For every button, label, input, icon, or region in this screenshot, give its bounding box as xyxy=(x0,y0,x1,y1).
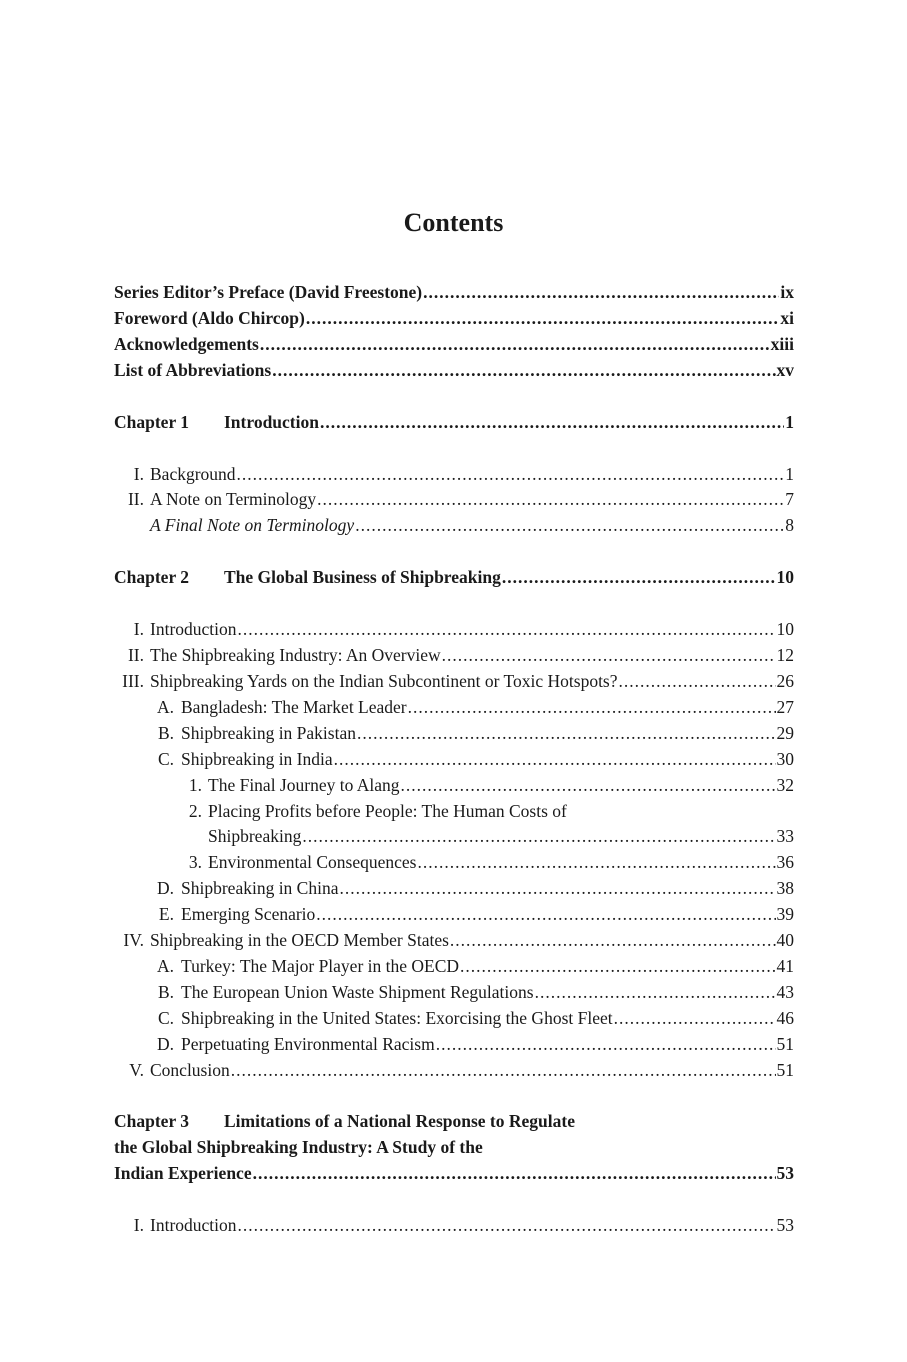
toc-entry-text: Acknowledgements xyxy=(114,333,259,354)
toc-chapter-2[interactable] xyxy=(114,565,794,591)
toc-entry-text: List of Abbreviations xyxy=(114,359,272,380)
toc-entry-text: The Final Journey to Alang xyxy=(208,774,400,795)
toc-entry[interactable] xyxy=(114,850,794,876)
toc-entry[interactable] xyxy=(114,747,794,773)
toc-entry-number: 1. xyxy=(188,774,202,795)
toc-entry[interactable] xyxy=(114,643,794,669)
dot-leader xyxy=(535,980,776,1006)
toc-entry-text: Emerging Scenario xyxy=(181,904,316,925)
toc-entry[interactable] xyxy=(114,876,794,902)
toc-entry-number: II. xyxy=(127,645,144,666)
toc-entry-text: Bangladesh: The Market Leader xyxy=(181,696,407,717)
toc-entry-text: The Shipbreaking Industry: An Overview xyxy=(150,645,441,666)
dot-leader xyxy=(401,773,776,799)
toc-entry-text: The European Union Waste Shipment Regulations xyxy=(181,981,534,1002)
toc-entry-number: E. xyxy=(158,904,174,925)
toc-entry-number: D. xyxy=(156,878,174,899)
toc-entry-number: D. xyxy=(156,1033,174,1054)
toc-page-number: 29 xyxy=(776,722,794,743)
toc-entry[interactable] xyxy=(114,669,794,695)
toc-entry-text: Turkey: The Major Player in the OECD xyxy=(181,955,460,976)
toc-entry[interactable] xyxy=(114,617,794,643)
toc-page-number: 38 xyxy=(776,878,794,899)
dot-leader xyxy=(260,332,770,358)
dot-leader xyxy=(334,747,776,773)
dot-leader xyxy=(320,410,784,436)
toc-entry-text: A Final Note on Terminology xyxy=(150,515,355,536)
toc-entry-acknowledgements[interactable] xyxy=(114,332,794,358)
chapter-number: Chapter 2 xyxy=(114,567,190,588)
toc-entry-number: IV. xyxy=(123,930,144,951)
toc-entry-number: C. xyxy=(157,748,174,769)
dot-leader xyxy=(302,824,775,850)
dot-leader xyxy=(339,876,775,902)
toc-entry-text: Placing Profits before People: The Human Costs of xyxy=(208,800,567,821)
toc-page-number: 7 xyxy=(785,489,794,510)
toc-page-number: 8 xyxy=(785,515,794,536)
toc-entry-text: Shipbreaking Yards on the Indian Subcontinent or Toxic Hotspots? xyxy=(150,670,618,691)
toc-entry[interactable] xyxy=(114,799,794,825)
toc-entry-number: A. xyxy=(156,696,174,717)
toc-page-number: 53 xyxy=(776,1163,794,1184)
toc-page-number: xi xyxy=(780,307,794,328)
dot-leader xyxy=(619,669,776,695)
toc-page-number: 51 xyxy=(776,1059,794,1080)
toc-page-number: 32 xyxy=(776,774,794,795)
toc-entry-text: Perpetuating Environmental Racism xyxy=(181,1033,435,1054)
toc-entry[interactable] xyxy=(114,695,794,721)
toc-entry-number: 3. xyxy=(188,852,202,873)
page-title: Contents xyxy=(403,208,504,237)
toc-entry-text: Foreword (Aldo Chircop) xyxy=(114,307,305,328)
toc-page-number: 46 xyxy=(776,1007,794,1028)
toc-entry-number: I. xyxy=(133,463,144,484)
toc-page-number: 10 xyxy=(776,619,794,640)
dot-leader xyxy=(272,358,775,384)
toc-entry-number: A. xyxy=(156,955,174,976)
toc-entry-text: Shipbreaking in Pakistan xyxy=(181,722,356,743)
toc-entry[interactable] xyxy=(114,928,794,954)
dot-leader xyxy=(316,902,775,928)
toc-entry-text: Shipbreaking xyxy=(208,826,302,847)
dot-leader xyxy=(423,280,779,306)
toc-entry[interactable] xyxy=(114,487,794,513)
toc-entry-text: Introduction xyxy=(150,619,237,640)
toc-entry[interactable] xyxy=(114,721,794,747)
toc-entry-text: Background xyxy=(150,463,236,484)
toc-entry-text: Shipbreaking in China xyxy=(181,878,339,899)
toc-entry[interactable] xyxy=(114,902,794,928)
dot-leader xyxy=(442,643,776,669)
toc-entry-text: Environmental Consequences xyxy=(208,852,417,873)
toc-entry-number: I. xyxy=(133,1215,144,1236)
toc-entry[interactable] xyxy=(114,980,794,1006)
dot-leader xyxy=(614,1006,776,1032)
toc-page-number: 27 xyxy=(776,696,794,717)
chapter-title-line: the Global Shipbreaking Industry: A Study of the xyxy=(114,1137,483,1158)
toc-chapter-3[interactable] xyxy=(114,1109,794,1187)
toc-page-number: 39 xyxy=(776,904,794,925)
toc-entry-number: B. xyxy=(157,981,174,1002)
toc-chapter-1[interactable] xyxy=(114,410,794,436)
toc-page-number: 41 xyxy=(776,955,794,976)
dot-leader xyxy=(355,513,784,539)
dot-leader xyxy=(238,617,776,643)
toc-page-number: 33 xyxy=(776,826,794,847)
toc-entry-continuation[interactable] xyxy=(114,824,794,850)
toc-entry[interactable] xyxy=(114,1032,794,1058)
chapter-number: Chapter 3 xyxy=(114,1111,190,1132)
toc-entry-number: V. xyxy=(129,1059,144,1080)
toc-entry[interactable] xyxy=(114,1006,794,1032)
dot-leader xyxy=(436,1032,776,1058)
toc-page-number: 26 xyxy=(776,670,794,691)
toc-page-number: 53 xyxy=(776,1215,794,1236)
dot-leader xyxy=(408,695,776,721)
toc-entry-number: II. xyxy=(127,489,144,510)
toc-entry-foreword[interactable] xyxy=(114,306,794,332)
toc-entry-text: Shipbreaking in India xyxy=(181,748,333,769)
toc-entry-number: I. xyxy=(133,619,144,640)
toc-entry-number: B. xyxy=(157,722,174,743)
toc-page-number: 10 xyxy=(776,567,794,588)
toc-entry[interactable] xyxy=(114,773,794,799)
toc-page-number: 51 xyxy=(776,1033,794,1054)
toc-entry[interactable] xyxy=(114,1213,794,1239)
toc-page-number: 1 xyxy=(785,411,794,432)
table-of-contents xyxy=(114,280,794,1239)
toc-entry-text: Shipbreaking in the United States: Exorcising the Ghost Fleet xyxy=(181,1007,613,1028)
dot-leader xyxy=(231,1058,776,1084)
chapter-title: Introduction xyxy=(224,411,319,432)
toc-entry[interactable] xyxy=(114,462,794,488)
toc-entry-number: C. xyxy=(157,1007,174,1028)
chapter-title-line: Indian Experience xyxy=(114,1163,252,1184)
dot-leader xyxy=(317,487,784,513)
dot-leader xyxy=(238,1213,776,1239)
toc-entry-text: A Note on Terminology xyxy=(150,489,317,510)
toc-page-number: ix xyxy=(780,282,794,302)
dot-leader xyxy=(460,954,775,980)
toc-page-number: 43 xyxy=(776,981,794,1002)
toc-entry-series-editors-preface[interactable] xyxy=(114,280,794,306)
toc-page-number: 30 xyxy=(776,748,794,769)
toc-page-number: 36 xyxy=(776,852,794,873)
toc-entry-text: Shipbreaking in the OECD Member States xyxy=(150,930,449,951)
dot-leader xyxy=(502,565,776,591)
dot-leader xyxy=(237,462,785,488)
toc-entry-text: Series Editor’s Preface (David Freestone) xyxy=(114,282,423,302)
chapter-title: The Global Business of Shipbreaking xyxy=(224,567,501,588)
toc-page-number: 40 xyxy=(776,930,794,951)
toc-entry-number: III. xyxy=(122,670,144,691)
toc-page-number: 1 xyxy=(785,463,794,484)
toc-page-number: 12 xyxy=(776,645,794,666)
toc-page-number: xiii xyxy=(770,333,794,354)
toc-entry[interactable] xyxy=(114,1058,794,1084)
toc-page-number: xv xyxy=(776,359,794,380)
toc-entry[interactable] xyxy=(114,954,794,980)
dot-leader xyxy=(253,1161,776,1187)
dot-leader xyxy=(306,306,780,332)
dot-leader xyxy=(357,721,776,747)
chapter-number: Chapter 1 xyxy=(114,411,190,432)
dot-leader xyxy=(418,850,776,876)
toc-entry-list-of-abbreviations[interactable] xyxy=(114,358,794,384)
toc-entry[interactable] xyxy=(114,513,794,539)
dot-leader xyxy=(450,928,776,954)
toc-entry-text: Introduction xyxy=(150,1215,237,1236)
chapter-title-line: Limitations of a National Response to Regulate xyxy=(224,1111,575,1132)
toc-entry-number: 2. xyxy=(188,800,202,821)
toc-entry-text: Conclusion xyxy=(150,1059,230,1080)
